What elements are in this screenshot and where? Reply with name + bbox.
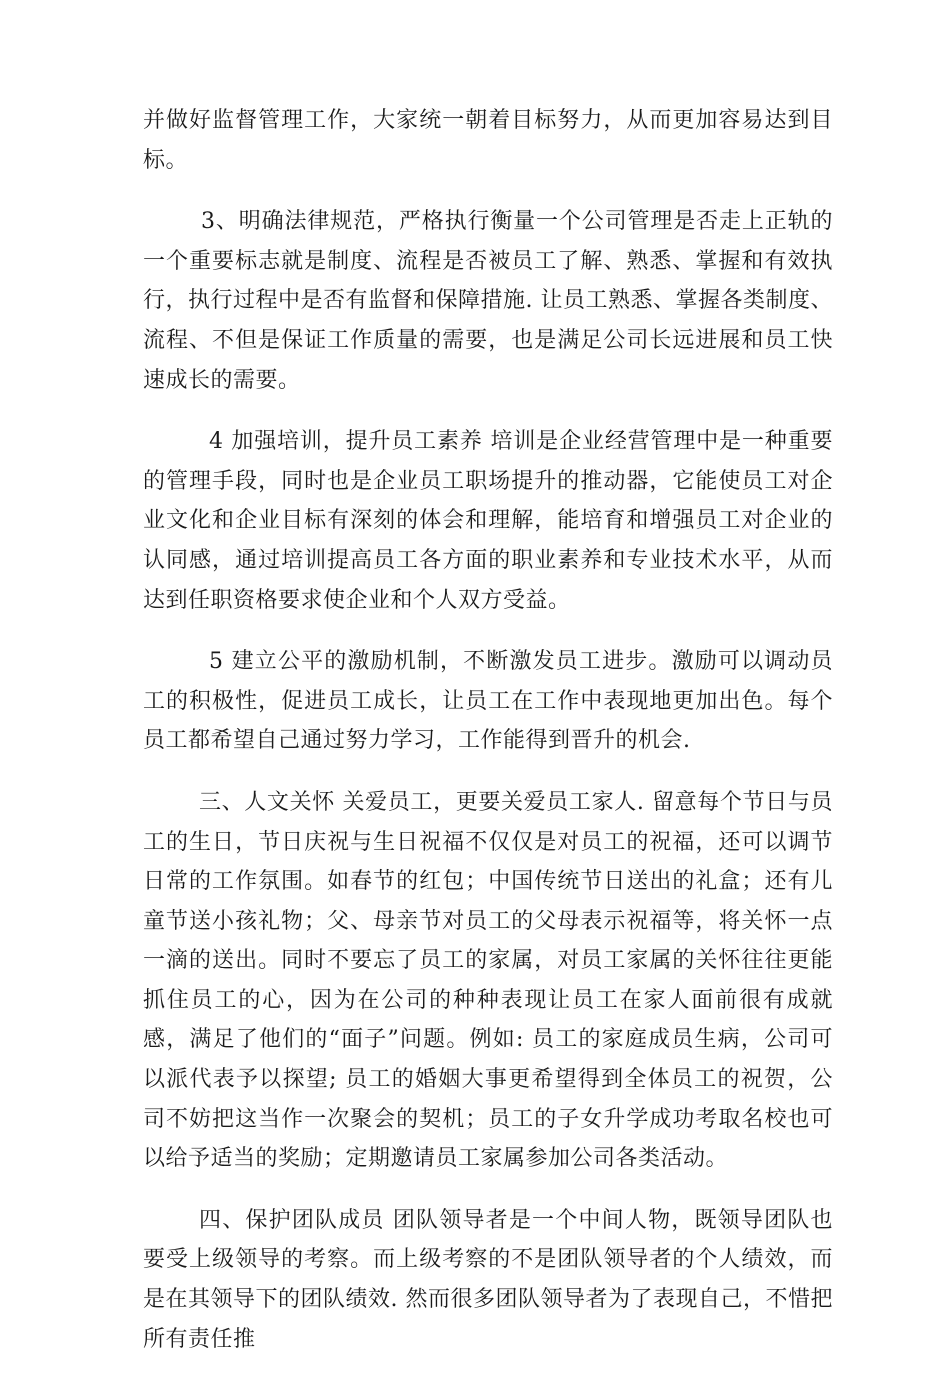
paragraph-humanistic-care: 三、人文关怀 关爱员工，更要关爱员工家人. 留意每个节日与员工的生日，节日庆祝与生日祝福不仅仅是对员工的祝福，还可以调节日常的工作氛围。如春节的红包；中国传统节日送出的礼盒；还有儿童节送小孩礼物；父、母亲节对员工的父母表示祝福等，将关怀一点一滴的送出。同时不要忘了员工的家属，对员工家属的关怀往往更能抓住员工的心，因为在公司的种种表现让员工在家人面前很有成就感，满足了他们的“面子”问题。例如: 员工的家庭成员生病，公司可以派代表予以探望; 员工的婚姻大事更希望得到全体员工的祝贺，公司不妨把这当作一次聚会的契机；员工的子女升学成功考取名校也可以给予适当的奖励；定期邀请员工家属参加公司各类活动。 <box>143 789 833 1172</box>
paragraph-continued: 并做好监督管理工作，大家统一朝着目标努力，从而更加容易达到目标。 <box>143 108 833 173</box>
document-body <box>143 101 833 1381</box>
paragraph-incentive: 5 建立公平的激励机制，不断激发员工进步。激励可以调动员工的积极性，促进员工成长，让员工在工作中表现地更加出色。每个员工都希望自己通过努力学习，工作能得到晋升的机会. <box>143 649 833 754</box>
paragraph-training: 4 加强培训，提升员工素养 培训是企业经营管理中是一种重要的管理手段，同时也是企业员工职场提升的推动器，它能使员工对企业文化和企业目标有深刻的体会和理解，能培育和增强员工对企业的认同感，通过培训提高员工各方面的职业素养和专业技术水平，从而达到任职资格要求使企业和个人双方受益。 <box>143 429 833 613</box>
paragraph-protect-team: 四、保护团队成员 团队领导者是一个中间人物，既领导团队也要受上级领导的考察。而上级考察的不是团队领导者的个人绩效，而是在其领导下的团队绩效. 然而很多团队领导者为了表现自己，不惜把所有责任推 <box>143 1207 833 1352</box>
paragraph-legal-norms: 3、明确法律规范，严格执行衡量一个公司管理是否走上正轨的一个重要标志就是制度、流程是否被员工了解、熟悉、掌握和有效执行，执行过程中是否有监督和保障措施. 让员工熟悉、掌握各类制度、流程、不但是保证工作质量的需要，也是满足公司长远进展和员工快速成长的需要。 <box>143 209 833 393</box>
